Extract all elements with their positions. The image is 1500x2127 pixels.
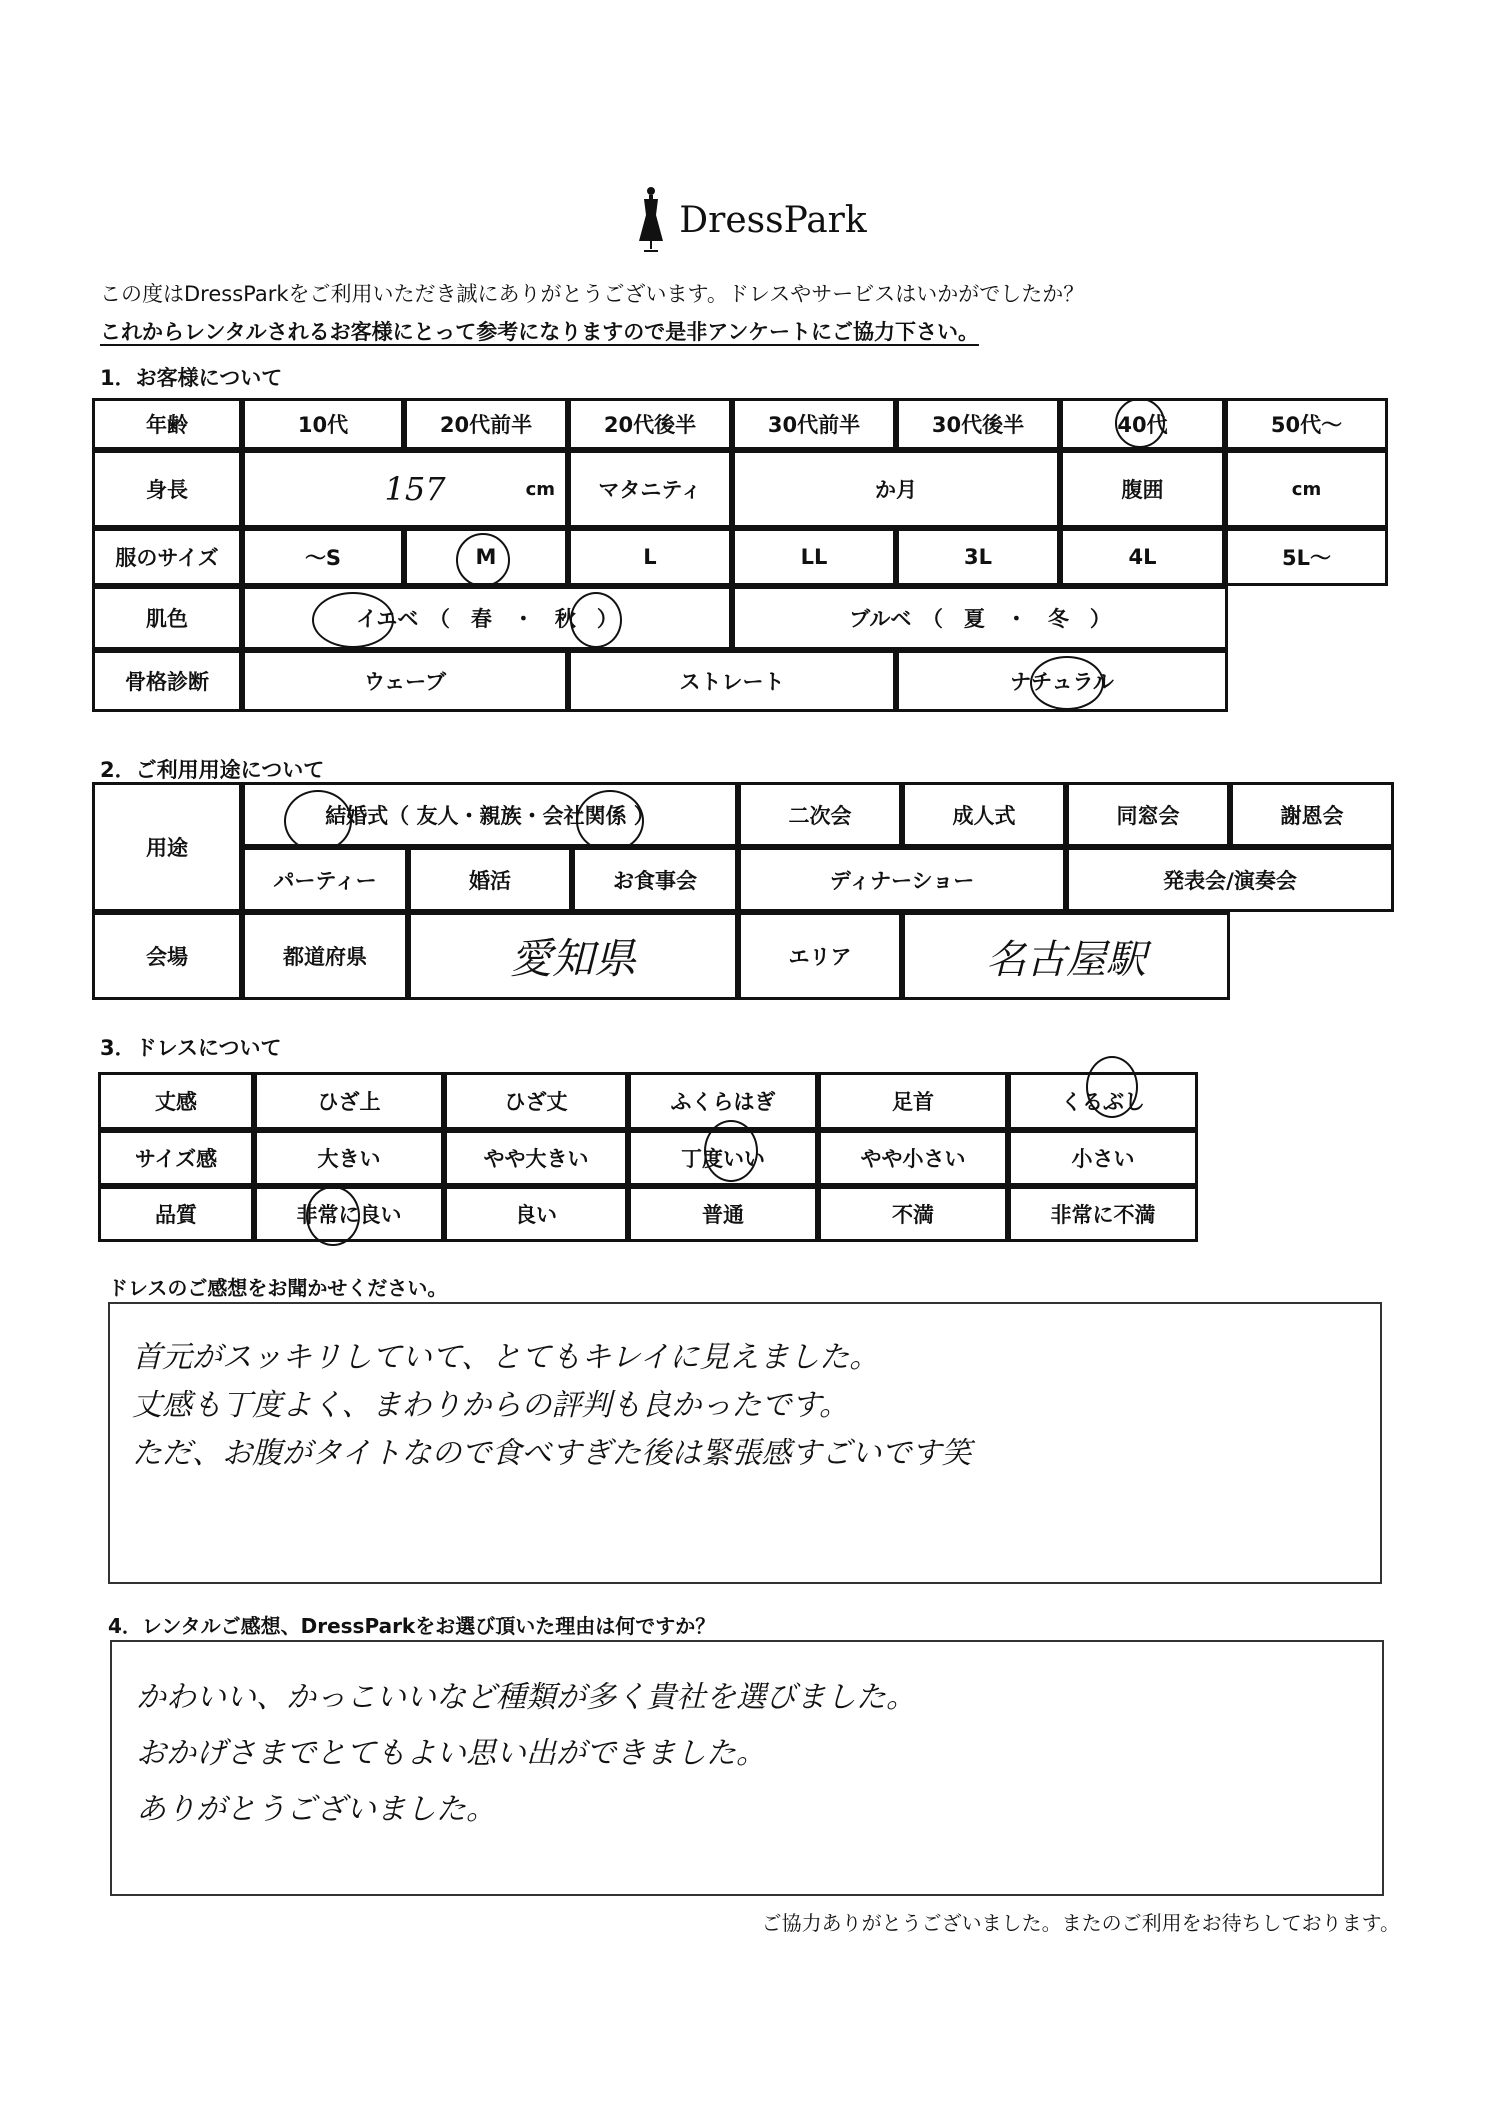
size-option[interactable]: LL	[732, 528, 896, 586]
age-option[interactable]: 30代後半	[896, 398, 1060, 450]
length-option[interactable]: 足首	[818, 1072, 1008, 1130]
fit-option-selected[interactable]: 丁度いい	[628, 1130, 818, 1186]
use-label: 用途	[92, 782, 242, 912]
size-option[interactable]: ～S	[242, 528, 404, 586]
reason-box[interactable]	[110, 1640, 1384, 1896]
use-option[interactable]: 婚活	[408, 847, 572, 912]
section1-title: 1．お客様について	[100, 366, 283, 390]
intro-line-2: これからレンタルされるお客様にとって参考になりますので是非アンケートにご協力下さい。	[100, 320, 979, 344]
use-option[interactable]: お食事会	[572, 847, 738, 912]
maternity-label: マタニティ	[568, 450, 732, 528]
age-option[interactable]: 20代前半	[404, 398, 568, 450]
bone-option[interactable]: ストレート	[568, 650, 896, 712]
fit-label: サイズ感	[98, 1130, 254, 1186]
use-option[interactable]: 謝恩会	[1230, 782, 1394, 847]
length-option-selected[interactable]: くるぶし	[1008, 1072, 1198, 1130]
size-label: 服のサイズ	[92, 528, 242, 586]
skin-blue[interactable]: ブルベ （ 夏 ・ 冬 ）	[732, 586, 1228, 650]
height-value: 157	[384, 470, 446, 508]
size-option[interactable]: L	[568, 528, 732, 586]
fit-option[interactable]: 大きい	[254, 1130, 444, 1186]
quality-option[interactable]: 非常に不満	[1008, 1186, 1198, 1242]
footer-thanks: ご協力ありがとうございました。またのご利用をお待ちしております。	[761, 1911, 1400, 1935]
quality-label: 品質	[98, 1186, 254, 1242]
age-option[interactable]: 20代後半	[568, 398, 732, 450]
fit-option[interactable]: やや大きい	[444, 1130, 628, 1186]
comment-line: 首元がスッキリしていて、とてもキレイに見えました。	[132, 1340, 880, 1375]
reason-line: ありがとうございました。	[136, 1792, 496, 1827]
skin-label: 肌色	[92, 586, 242, 650]
height-unit: cm	[525, 478, 555, 500]
area-value[interactable]: 名古屋駅	[902, 912, 1230, 1000]
age-label: 年齢	[92, 398, 242, 450]
pref-value[interactable]: 愛知県	[408, 912, 738, 1000]
age-option[interactable]: 10代	[242, 398, 404, 450]
brand-logo	[0, 185, 1500, 259]
section2-title: 2．ご利用用途について	[100, 758, 325, 782]
size-option[interactable]: 3L	[896, 528, 1060, 586]
fit-option[interactable]: 小さい	[1008, 1130, 1198, 1186]
age-option[interactable]: 30代前半	[732, 398, 896, 450]
bone-option[interactable]: ウェーブ	[242, 650, 568, 712]
size-option[interactable]: 5L～	[1225, 528, 1388, 586]
bone-label: 骨格診断	[92, 650, 242, 712]
use-option[interactable]: 成人式	[902, 782, 1066, 847]
quality-option[interactable]: 普通	[628, 1186, 818, 1242]
intro-line-1: この度はDressParkをご利用いただき誠にありがとうございます。ドレスやサービスはいかがでしたか？	[100, 282, 1085, 306]
area-label: エリア	[738, 912, 902, 1000]
section4-question: 4．レンタルご感想、DressParkをお選び頂いた理由は何ですか？	[108, 1614, 716, 1638]
reason-line: おかげさまでとてもよい思い出ができました。	[136, 1736, 766, 1771]
fit-option[interactable]: やや小さい	[818, 1130, 1008, 1186]
comment-line: ただ、お腹がタイトなので食べすぎた後は緊張感すごいです笑	[132, 1436, 972, 1471]
use-option[interactable]: 同窓会	[1066, 782, 1230, 847]
belly-unit[interactable]: cm	[1225, 450, 1388, 528]
use-wedding[interactable]: 結婚式（ 友人・親族・会社関係 ）	[242, 782, 738, 847]
quality-option[interactable]: 良い	[444, 1186, 628, 1242]
dress-comment-box[interactable]	[108, 1302, 1382, 1584]
belly-label: 腹囲	[1060, 450, 1225, 528]
height-cell[interactable]	[242, 450, 568, 528]
maternity-months[interactable]: か月	[732, 450, 1060, 528]
age-option[interactable]: 50代～	[1225, 398, 1388, 450]
skin-yellow[interactable]: イエベ （ 春 ・ 秋 ）	[242, 586, 732, 650]
size-option[interactable]: 4L	[1060, 528, 1225, 586]
size-option-selected[interactable]: M	[404, 528, 568, 586]
length-option[interactable]: ふくらはぎ	[628, 1072, 818, 1130]
use-option[interactable]: ディナーショー	[738, 847, 1066, 912]
section3-title: 3．ドレスについて	[100, 1036, 282, 1060]
comment-line: 丈感も丁度よく、まわりからの評判も良かったです。	[132, 1388, 849, 1423]
bone-option-selected[interactable]: ナチュラル	[896, 650, 1228, 712]
age-option-selected[interactable]: 40代	[1060, 398, 1225, 450]
brand-name: DressPark	[679, 199, 867, 241]
use-option[interactable]: 発表会/演奏会	[1066, 847, 1394, 912]
quality-option-selected[interactable]: 非常に良い	[254, 1186, 444, 1242]
dress-comment-question: ドレスのご感想をお聞かせください。	[108, 1276, 448, 1300]
use-option[interactable]: 二次会	[738, 782, 902, 847]
use-option[interactable]: パーティー	[242, 847, 408, 912]
dress-icon	[633, 185, 669, 255]
height-label: 身長	[92, 450, 242, 528]
venue-label: 会場	[92, 912, 242, 1000]
length-label: 丈感	[98, 1072, 254, 1130]
pref-label: 都道府県	[242, 912, 408, 1000]
length-option[interactable]: ひざ丈	[444, 1072, 628, 1130]
reason-line: かわいい、かっこいいなど種類が多く貴社を選びました。	[136, 1680, 916, 1715]
length-option[interactable]: ひざ上	[254, 1072, 444, 1130]
quality-option[interactable]: 不満	[818, 1186, 1008, 1242]
